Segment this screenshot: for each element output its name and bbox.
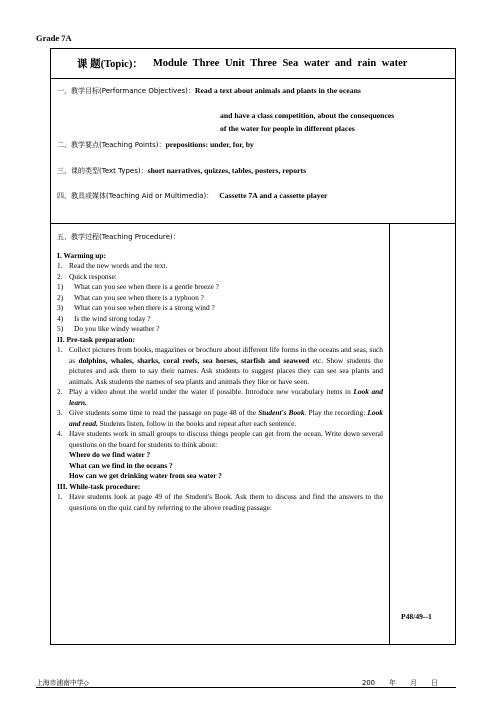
list-item: 1) What can you see when there is a gentle breeze ? (57, 282, 219, 291)
aids-text: Cassette 7A and a cassette player (219, 191, 328, 200)
list-item: 2. Play a video about the world under the water if possible. Introduce new vocabulary items in Look and learn. (57, 387, 383, 407)
page-reference: P48/49--1 (401, 612, 432, 621)
info-section (51, 79, 455, 224)
topic-row (51, 49, 455, 79)
procedure-heading: 五、教学过程(Teaching Procedure)： (57, 233, 180, 241)
date-field: 200 年 月 日 (362, 679, 438, 687)
list-item: 5) Do you like windy weather ? (57, 324, 160, 333)
while-task-title: III. While-task procedure: (57, 481, 141, 491)
footer-divider (36, 687, 456, 688)
objectives-label: 一、教学目标(Performance Objectives)： (57, 87, 195, 95)
list-item: 1. Collect pictures from books, magazines or brochure about different life forms in the oceans and seas, such as dolphins, whales, sharks, coral reefs, sea horses, starfish and seaweed etc. Show students the pictures and ask them to say their names. Ask students to suggest places they can see sea plants and animals. Ask students the names of sea plants and animals they like or have seen. (57, 345, 383, 386)
grade-label: Grade 7A (36, 33, 72, 43)
aids-label: 四、教具或媒体(Teaching Aid or Multimedia)： (57, 192, 214, 200)
procedure-content (57, 232, 383, 513)
list-item: 4) Is the wind strong today ? (57, 313, 151, 323)
topic-label: 课 题(Topic)： (77, 59, 143, 70)
points-text: prepositions: under, for, by (165, 140, 254, 149)
column-divider (389, 224, 390, 644)
warming-up-title: I. Warming up: (57, 250, 106, 260)
objectives-line-1: Read a text about animals and plants in the oceans (194, 86, 361, 95)
types-label: 三、课的类型(Text Types)： (57, 167, 148, 175)
school-name: 上海市浦南中学◇ (36, 679, 89, 687)
topic-text: Module Three Unit Three Sea water and rain water (152, 58, 408, 69)
list-item: 1. Read the new words and the text. (57, 261, 168, 270)
list-item: 2. Quick response: (57, 271, 117, 281)
list-item: 3) What can you see when there is a strong wind ? (57, 303, 215, 312)
procedure-section (51, 224, 455, 644)
objectives-line-2: and have a class competition, about the consequences (220, 111, 395, 120)
list-item: 3. Give students some time to read the passage on page 48 of the Student's Book. Play the recording: Look and read. Students listen, follow in the books and repeat after each sentence. (57, 408, 383, 428)
lesson-plan-table (50, 48, 456, 645)
points-label: 二、教学要点(Teaching Points)： (57, 141, 166, 149)
list-item: 4. Have students work in small groups to discuss things people can get from the ocean. Write down several questions on the board for students to think about: (57, 429, 383, 449)
list-item: 1. Have students look at page 49 of the Student's Book. Ask them to discuss and find the answers to the questions on the quiz card by referring to the above reading passage. (57, 492, 383, 512)
types-text: short narratives, quizzes, tables, posters, reports (147, 166, 307, 175)
pre-task-title: II. Pre-task preparation: (57, 334, 135, 344)
list-item: 2) What can you see when there is a typhoon ? (57, 292, 204, 302)
discussion-question: What can we find in the oceans ? (69, 460, 173, 470)
discussion-question: How can we get drinking water from sea water ? (69, 471, 222, 480)
objectives-line-3: of the water for people in different places (220, 124, 355, 133)
discussion-question: Where do we find water ? (69, 450, 151, 459)
